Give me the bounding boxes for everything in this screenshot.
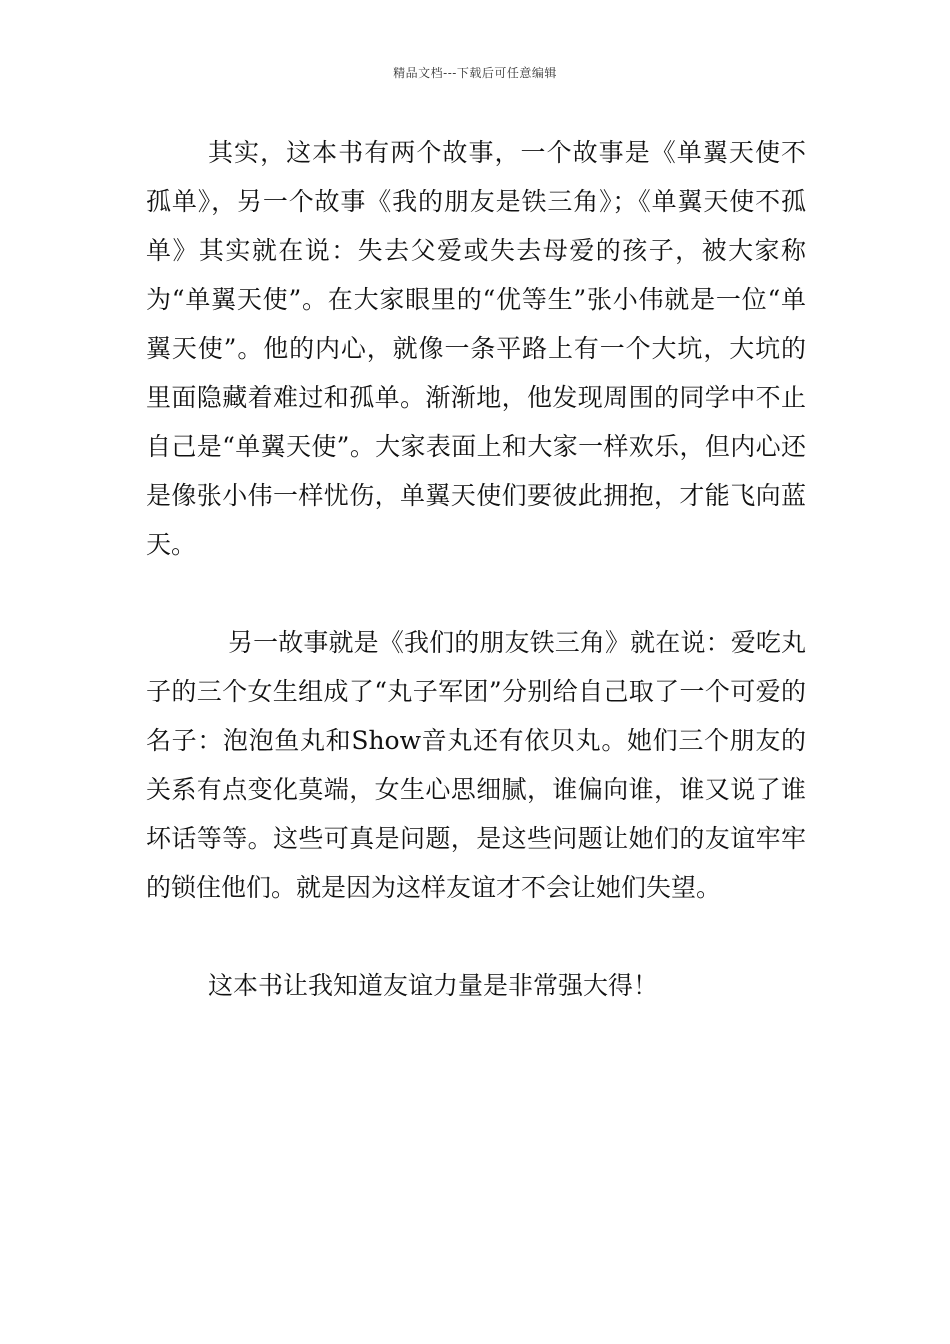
paragraph-2: 另一故事就是《我们的朋友铁三角》就在说：爱吃丸子的三个女生组成了“丸子军团”分别给自己取了一个可爱的名子：泡泡鱼丸和Show音丸还有依贝丸。她们三个朋友的关系有点变化莫端，女生心思细腻，谁偏向谁，谁又说了谁坏话等等。这些可真是问题，是这些问题让她们的友谊牢牢的锁住他们。就是因为这样友谊才不会让她们失望。 — [146, 628, 806, 902]
paragraph-3: 这本书让我知道友谊力量是非常强大得！ — [208, 971, 659, 1000]
document-body — [146, 128, 806, 1010]
paragraph-1: 其实，这本书有两个故事，一个故事是《单翼天使不孤单》，另一个故事《我的朋友是铁三角》；《单翼天使不孤单》其实就在说：失去父爱或失去母爱的孩子，被大家称为“单翼天使”。在大家眼里的“优等生”张小伟就是一位“单翼天使”。他的内心，就像一条平路上有一个大坑，大坑的里面隐藏着难过和孤单。渐渐地，他发现周围的同学中不止自己是“单翼天使”。大家表面上和大家一样欢乐，但内心还是像张小伟一样忧伤，单翼天使们要彼此拥抱，才能飞向蓝天。 — [146, 138, 806, 559]
page-header: 精品文档---下载后可任意编辑 — [393, 66, 557, 80]
